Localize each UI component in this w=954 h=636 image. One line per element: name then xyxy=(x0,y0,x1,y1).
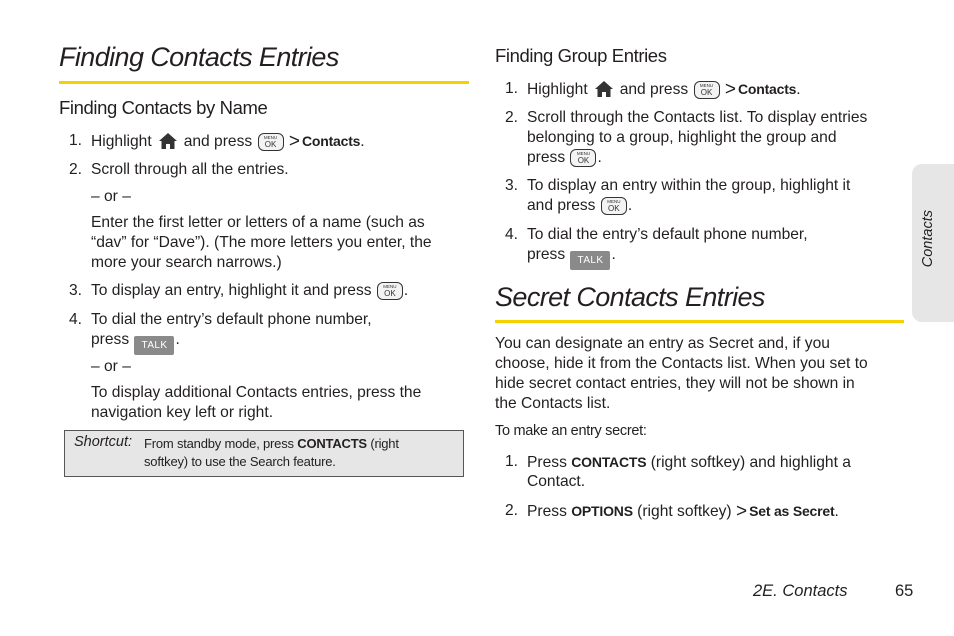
menu-ok-key-icon: MENU OK xyxy=(694,81,720,99)
subhead-group-entries: Finding Group Entries xyxy=(495,45,667,66)
section-tab xyxy=(912,164,954,322)
contacts-menu-link: Contacts xyxy=(301,133,361,149)
contacts-menu-link: Contacts xyxy=(737,81,797,97)
menu-ok-key-icon: MENU OK xyxy=(377,282,403,300)
title-rule xyxy=(59,81,469,84)
home-icon xyxy=(594,80,614,98)
talk-key-icon: TALK xyxy=(570,251,610,270)
set-as-secret-link: Set as Secret xyxy=(749,503,835,519)
section-tab-label: Contacts xyxy=(920,210,936,268)
menu-ok-key-icon: MENU OK xyxy=(570,149,596,167)
shortcut-label: Shortcut: xyxy=(74,434,133,450)
shortcut-box: Shortcut: From standby mode, press CONTACTS (right softkey) to use the Search feature. xyxy=(64,430,464,477)
subhead-by-name: Finding Contacts by Name xyxy=(59,97,268,118)
footer-section: 2E. Contacts xyxy=(753,582,848,600)
or-separator: – or – xyxy=(91,358,131,375)
menu-ok-key-icon: MENU OK xyxy=(258,133,284,151)
or-separator: – or – xyxy=(91,188,131,205)
title-rule xyxy=(495,320,904,323)
procedure-heading: To make an entry secret: xyxy=(495,423,647,439)
section-title-finding-contacts: Finding Contacts Entries xyxy=(59,42,339,72)
page-number: 65 xyxy=(895,582,914,600)
talk-key-icon: TALK xyxy=(134,336,174,355)
home-icon xyxy=(158,132,178,150)
menu-ok-key-icon: MENU OK xyxy=(601,197,627,215)
section-title-secret-contacts: Secret Contacts Entries xyxy=(495,282,765,312)
